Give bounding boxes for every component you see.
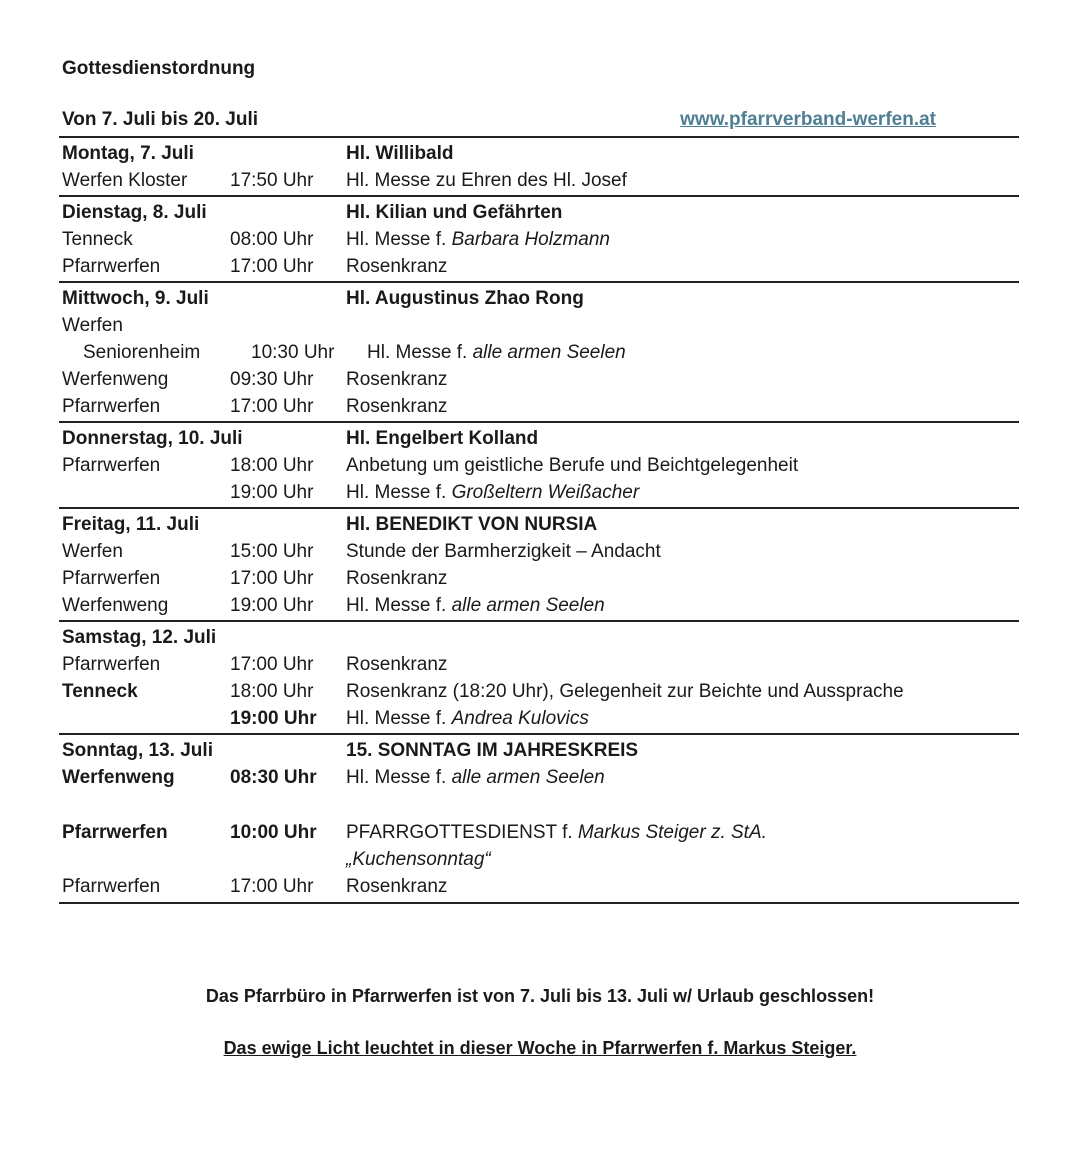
service-row (59, 873, 1019, 900)
day-monday (59, 138, 1019, 197)
service-place: Werfen Kloster (62, 170, 188, 191)
service-desc: Rosenkranz (346, 876, 448, 897)
intention-name: alle armen Seelen (451, 595, 605, 616)
day-header (59, 140, 1019, 167)
service-place (59, 479, 230, 506)
service-place: Pfarrwerfen (62, 256, 161, 277)
service-row (59, 651, 1019, 678)
day-saint: Hl. Engelbert Kolland (346, 428, 539, 449)
service-desc: Rosenkranz (346, 256, 448, 277)
intention-name: Barbara Holzmann (451, 229, 610, 250)
service-row (59, 226, 1019, 253)
day-header (59, 199, 1019, 226)
intention-name: Markus Steiger z. StA. (577, 822, 767, 843)
service-desc: Hl. Messe f. alle armen Seelen (367, 342, 626, 363)
intention-name: alle armen Seelen (472, 342, 626, 363)
day-saint: Hl. Augustinus Zhao Rong (346, 288, 584, 309)
service-time: 17:00 Uhr (230, 568, 314, 589)
service-row (59, 592, 1019, 619)
day-date: Mittwoch, 9. Juli (62, 288, 209, 309)
service-desc: Rosenkranz (346, 369, 448, 390)
service-place: Werfen (62, 541, 123, 562)
service-place: Werfenweng (62, 767, 175, 788)
date-range-header (62, 109, 936, 135)
service-row (59, 452, 1019, 479)
service-desc: Hl. Messe f. Barbara Holzmann (346, 229, 610, 250)
office-closed-note: Das Pfarrbüro in Pfarrwerfen ist von 7. Juli bis 13. Juli w/ Urlaub geschlossen! (205, 986, 875, 1006)
day-wednesday (59, 283, 1019, 423)
service-time: 17:00 Uhr (230, 654, 314, 675)
service-time: 19:00 Uhr (230, 708, 317, 729)
service-row (59, 312, 1019, 339)
day-saint: Hl. BENEDIKT VON NURSIA (346, 514, 598, 535)
service-row (59, 678, 1019, 705)
day-saint: Hl. Willibald (346, 143, 454, 164)
service-time: 10:30 Uhr (251, 342, 335, 363)
service-place: Pfarrwerfen (62, 876, 161, 897)
service-time: 10:00 Uhr (230, 822, 317, 843)
service-desc: Hl. Messe f. Andrea Kulovics (346, 708, 589, 729)
service-desc: Hl. Messe f. alle armen Seelen (346, 595, 605, 616)
eternal-light-note: Das ewige Licht leuchtet in dieser Woche in Pfarrwerfen f. Markus Steiger. (223, 1038, 857, 1058)
service-desc: PFARRGOTTESDIENST f. Markus Steiger z. StA. (346, 822, 767, 843)
intention-name: alle armen Seelen (451, 767, 605, 788)
day-date: Donnerstag, 10. Juli (62, 428, 243, 449)
service-time: 15:00 Uhr (230, 541, 314, 562)
day-date: Dienstag, 8. Juli (62, 202, 207, 223)
service-place: Werfen (62, 315, 123, 336)
service-time: 18:00 Uhr (230, 455, 314, 476)
service-place: Pfarrwerfen (62, 568, 161, 589)
service-place: Pfarrwerfen (62, 654, 161, 675)
service-desc: Stunde der Barmherzigkeit – Andacht (346, 541, 661, 562)
service-desc: Rosenkranz (346, 654, 448, 675)
day-friday (59, 509, 1019, 622)
day-header (59, 511, 1019, 538)
day-date: Samstag, 12. Juli (62, 627, 217, 648)
website-link[interactable]: www.pfarrverband-werfen.at (680, 109, 936, 130)
service-time: 19:00 Uhr (230, 482, 314, 503)
service-desc-line2: „Kuchensonntag“ (346, 849, 491, 870)
service-row (59, 339, 1019, 366)
service-place: Pfarrwerfen (62, 822, 168, 843)
service-place: Pfarrwerfen (62, 396, 161, 417)
service-row (59, 538, 1019, 565)
intention-name: Großeltern Weißacher (451, 482, 640, 503)
document-title: Gottesdienstordnung (62, 58, 256, 79)
day-header (59, 737, 1019, 764)
service-desc: Rosenkranz (346, 568, 448, 589)
day-header (59, 285, 1019, 312)
service-row (59, 167, 1019, 194)
day-saint: 15. SONNTAG IM JAHRESKREIS (346, 740, 639, 761)
service-time: 17:00 Uhr (230, 396, 314, 417)
service-time: 18:00 Uhr (230, 681, 314, 702)
day-header (59, 425, 1019, 452)
service-row (59, 393, 1019, 420)
day-date: Montag, 7. Juli (62, 143, 194, 164)
service-place: Seniorenheim (83, 342, 201, 363)
day-date: Sonntag, 13. Juli (62, 740, 213, 761)
service-row (59, 764, 1019, 791)
service-row (59, 565, 1019, 592)
service-place: Pfarrwerfen (62, 455, 161, 476)
service-desc: Rosenkranz (18:20 Uhr), Gelegenheit zur Beichte und Aussprache (346, 681, 904, 702)
day-thursday (59, 423, 1019, 509)
service-desc: Anbetung um geistliche Berufe und Beichtgelegenheit (346, 455, 799, 476)
service-row (59, 479, 1019, 506)
service-desc: Hl. Messe zu Ehren des Hl. Josef (346, 170, 627, 191)
day-date: Freitag, 11. Juli (62, 514, 200, 535)
day-header (59, 624, 1019, 651)
service-row (59, 253, 1019, 280)
service-desc: Hl. Messe f. Großeltern Weißacher (346, 482, 640, 503)
day-tuesday (59, 197, 1019, 283)
service-place: Tenneck (62, 681, 138, 702)
service-time: 17:00 Uhr (230, 256, 314, 277)
day-saint: Hl. Kilian und Gefährten (346, 202, 563, 223)
day-saturday (59, 622, 1019, 735)
service-place (59, 705, 230, 732)
schedule-table (59, 136, 1019, 904)
day-sunday (59, 735, 1019, 904)
service-time: 08:30 Uhr (230, 767, 317, 788)
date-range: Von 7. Juli bis 20. Juli (62, 109, 259, 130)
service-row (59, 366, 1019, 393)
service-place: Werfenweng (62, 595, 169, 616)
service-time: 09:30 Uhr (230, 369, 314, 390)
service-desc: Rosenkranz (346, 396, 448, 417)
day-saint (346, 624, 1019, 651)
service-time: 17:50 Uhr (230, 170, 314, 191)
service-place: Werfenweng (62, 369, 169, 390)
service-time: 17:00 Uhr (230, 876, 314, 897)
service-time: 08:00 Uhr (230, 229, 314, 250)
service-row (59, 819, 1019, 846)
service-desc: Hl. Messe f. alle armen Seelen (346, 767, 605, 788)
service-time: 19:00 Uhr (230, 595, 314, 616)
intention-name: Andrea Kulovics (451, 708, 589, 729)
service-row (59, 705, 1019, 732)
service-place: Tenneck (62, 229, 133, 250)
service-row-continued (59, 846, 1019, 873)
